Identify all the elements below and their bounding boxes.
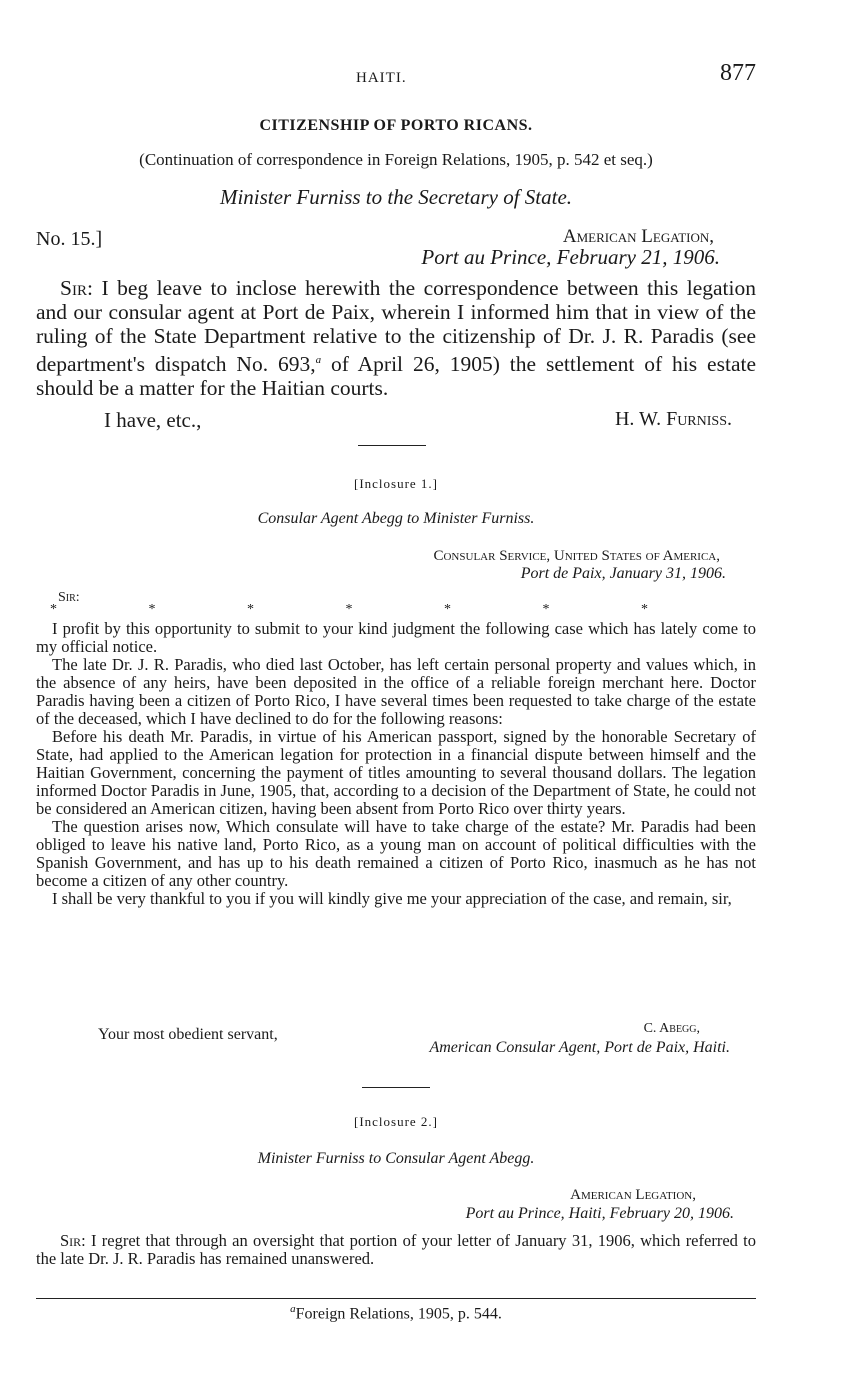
paragraph: The late Dr. J. R. Paradis, who died last October, has left certain personal property and values which, in the absence of any heirs, have been deposited in the office of a reliable foreign merchant here. Doctor Paradis having been a citizen of Porto Rico, I have several times been requested to take charge of the estate of the deceased, which I have declined to do for the following reasons: bbox=[36, 655, 756, 728]
letter-body bbox=[36, 276, 756, 400]
letter-heading: Minister Furniss to the Secretary of State. bbox=[219, 185, 573, 209]
salutation: Sir: bbox=[60, 1231, 86, 1250]
footnote bbox=[36, 1303, 756, 1323]
inclosure-heading: Consular Agent Abegg to Minister Furniss. bbox=[257, 510, 535, 527]
inclosure-closing: Your most obedient servant, bbox=[98, 1026, 278, 1043]
section-divider bbox=[362, 1087, 430, 1088]
running-head: HAITI. bbox=[356, 70, 407, 86]
inclosure-salutation: Sir: bbox=[58, 590, 80, 605]
inclosure-date: Port de Paix, January 31, 1906. bbox=[520, 565, 726, 582]
letter-body-text-end: of April 26, 1905) the settlement of his estate should be a matter for the Haitian courts. bbox=[36, 352, 757, 401]
continuation-note: (Continuation of correspondence in Foreign Relations, 1905, p. 542 et seq.) bbox=[139, 150, 653, 169]
inclosure-label: [Inclosure 1.] bbox=[353, 476, 439, 491]
letter-place: American Legation, bbox=[562, 226, 714, 247]
page-number: 877 bbox=[720, 60, 756, 86]
inclosure-heading: Minister Furniss to Consular Agent Abegg. bbox=[257, 1150, 535, 1167]
footnote-mark: a bbox=[290, 1303, 296, 1315]
inclosure-place: Consular Service, United States of America, bbox=[433, 548, 720, 564]
footnote-reference: a bbox=[315, 354, 322, 366]
footnote-text: Foreign Relations, 1905, p. 544. bbox=[295, 1305, 502, 1323]
letter-date: Port au Prince, February 21, 1906. bbox=[421, 245, 720, 269]
inclosure-body bbox=[36, 1232, 756, 1268]
inclosure-body-text: I regret that through an oversight that portion of your letter of January 31, 1906, which referred to the late Dr. J. R. Paradis has remained unanswered. bbox=[36, 1231, 756, 1268]
inclosure-body bbox=[36, 620, 756, 908]
paragraph: I profit by this opportunity to submit to your kind judgment the following case which has lately come to my official notice. bbox=[36, 619, 756, 656]
salutation: Sir: bbox=[60, 276, 93, 300]
paragraph: I shall be very thankful to you if you will kindly give me your appreciation of the case, and remain, sir, bbox=[52, 889, 732, 908]
letter-closing: I have, etc., bbox=[104, 408, 202, 432]
inclosure-signature: C. Abegg, bbox=[643, 1021, 700, 1036]
letter-body-text: I beg leave to inclose herewith the correspondence between this legation and our consular agent at Port de Paix, wherein I informed him that in view of the ruling of the State Department relative to the citizenship of Dr. J. R. Paradis (see department's dispatch No. 693, bbox=[36, 276, 756, 377]
section-title: CITIZENSHIP OF PORTO RICANS. bbox=[259, 117, 533, 134]
letter-signature: H. W. Furniss. bbox=[614, 408, 732, 430]
paragraph: The question arises now, Which consulate will have to take charge of the estate? Mr. Paradis had been obliged to leave his native land, Porto Rico, as a young man on account of political difficulties with the Spanish Government, and has up to his death remained a citizen of Porto Rico, inasmuch as he has not become a citizen of any other country. bbox=[36, 817, 756, 890]
inclosure-place: American Legation, bbox=[570, 1187, 696, 1203]
section-divider bbox=[358, 445, 426, 446]
inclosure-label: [Inclosure 2.] bbox=[353, 1114, 439, 1129]
document-page bbox=[36, 0, 756, 1380]
despatch-number: No. 15.] bbox=[36, 228, 103, 250]
footnote-rule bbox=[36, 1298, 756, 1299]
paragraph: Before his death Mr. Paradis, in virtue of his American passport, signed by the honorable Secretary of State, had applied to the American legation for protection in a financial dispute between himself and the Haitian Government, concerning the payment of titles amounting to several thousand dollars. The legation informed Doctor Paradis in June, 1905, that, according to a decision of the Department of State, he could not be considered an American citizen, having been absent from Porto Rico over thirty years. bbox=[36, 727, 756, 818]
inclosure-signature-title: American Consular Agent, Port de Paix, Haiti. bbox=[429, 1039, 730, 1056]
inclosure-date: Port au Prince, Haiti, February 20, 1906. bbox=[465, 1205, 734, 1222]
omission-marks: * * * * * * * bbox=[50, 602, 648, 617]
